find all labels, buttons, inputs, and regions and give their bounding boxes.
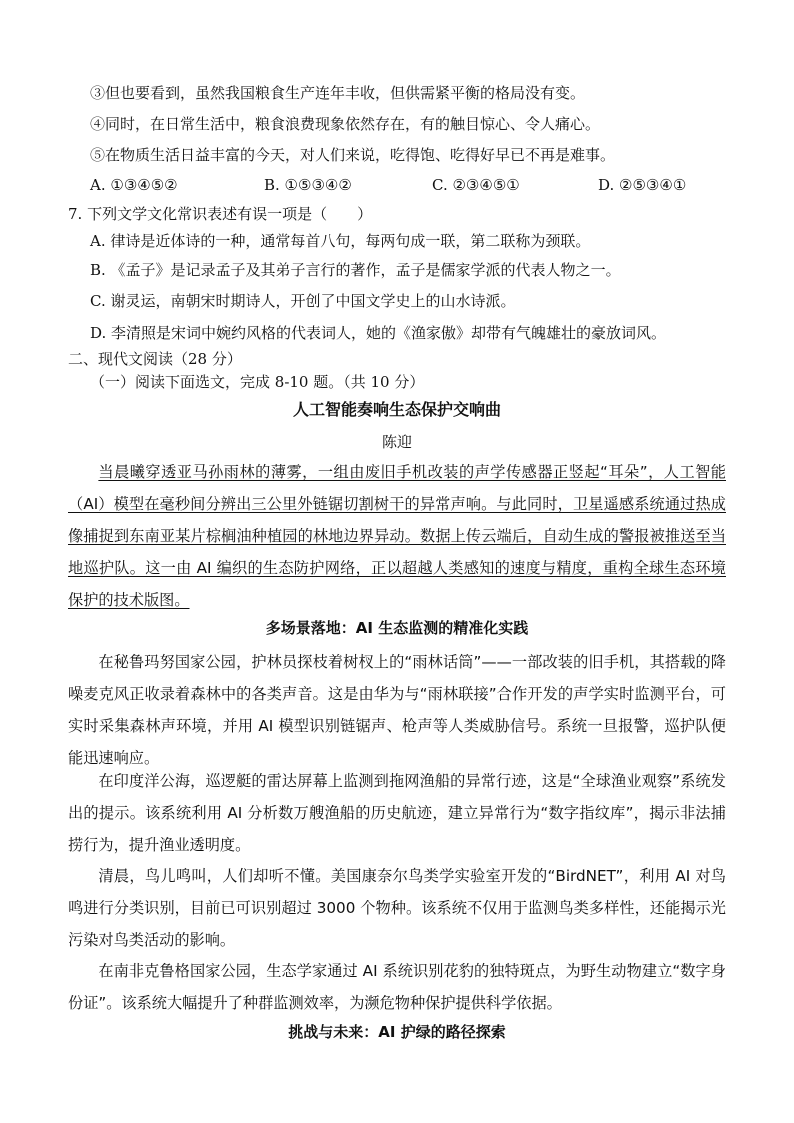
q7-option-d: D. 李清照是宋词中婉约风格的代表词人，她的《渔家傲》却带有气魄雄壮的豪放词风。 bbox=[90, 324, 667, 342]
q7-option-c: C. 谢灵运，南朝宋时期诗人，开创了中国文学史上的山水诗派。 bbox=[90, 292, 516, 310]
q6-item-5: ⑤在物质生活日益丰富的今天，对人们来说，吃得饱、吃得好早已不再是难事。 bbox=[90, 146, 616, 164]
q6-option-d: D. ②⑤③④① bbox=[598, 176, 687, 194]
article-paragraph: 在印度洋公海，巡逻艇的雷达屏幕上监测到拖网渔船的异常行迹，这是“全球渔业观察”系统发出的提示。该系统利用 AI 分析数万艘渔船的历史航迹，建立异常行为“数字指纹库”，揭示非法捕捞行为，提升渔业透明度。 bbox=[68, 772, 726, 854]
article-title: 人工智能奏响生态保护交响曲 bbox=[292, 400, 501, 419]
q6-option-c: C. ②③④⑤① bbox=[432, 176, 520, 194]
article-author: 陈迎 bbox=[381, 433, 412, 451]
section-heading: 二、现代文阅读（28 分） bbox=[68, 350, 242, 368]
article-intro-paragraph bbox=[68, 456, 726, 616]
article-paragraph: 在南非克鲁格国家公园，生态学家通过 AI 系统识别花豹的独特斑点，为野生动物建立“数字身份证”。该系统大幅提升了种群监测效率，为濒危物种保护提供科学依据。 bbox=[68, 962, 726, 1012]
article-subheading-1: 多场景落地：AI 生态监测的精准化实践 bbox=[265, 619, 529, 637]
q7-stem: 7. 下列文学文化常识表述有误一项是（ ） bbox=[68, 205, 373, 223]
q6-option-b: B. ①⑤③④② bbox=[264, 176, 352, 194]
article-paragraph: 在秘鲁玛努国家公园，护林员探枝着树杈上的“雨林话筒”——一部改装的旧手机，其搭载的降噪麦克风正收录着森林中的各类声音。这是由华为与“雨林联接”合作开发的声学实时监测平台，可实时采集森林声环境，并用 AI 模型识别链锯声、枪声等人类威胁信号。系统一旦报警，巡护队便能迅速响应。 bbox=[68, 653, 726, 767]
article-paragraph: 清晨，鸟儿鸣叫，人们却听不懂。美国康奈尔鸟类学实验室开发的“BirdNET”，利用 AI 对鸟鸣进行分类识别，目前已可识别超过 3000 个物种。该系统不仅用于监测鸟类多样性，还能揭示光污染对鸟类活动的影响。 bbox=[68, 867, 726, 949]
q6-option-a: A. ①③④⑤② bbox=[90, 176, 178, 194]
section-sub-heading: （一）阅读下面选文，完成 8-10 题。（共 10 分） bbox=[90, 373, 425, 391]
q6-item-3: ③但也要看到，虽然我国粮食生产连年丰收，但供需紧平衡的格局没有变。 bbox=[90, 84, 586, 102]
q7-option-b: B. 《孟子》是记录孟子及其弟子言行的著作，孟子是儒家学派的代表人物之一。 bbox=[90, 261, 621, 279]
underlined-passage: 当晨曦穿透亚马孙雨林的薄雾，一组由废旧手机改装的声学传感器正竖起“耳朵”，人工智能（AI）模型在毫秒间分辨出三公里外链锯切割树干的异常声响。与此同时，卫星遥感系统通过热成像捕捉到东南亚某片棕榈油种植园的林地边界异动。数据上传云端后，自动生成的警报被推送至当地巡护队。这一由 AI 编织的生态防护网络，正以超越人类感知的速度与精度，重构全球生态环境保护的技术版图。 bbox=[68, 463, 726, 609]
q7-option-a: A. 律诗是近体诗的一种，通常每首八句，每两句成一联，第二联称为颈联。 bbox=[90, 232, 591, 250]
q6-item-4: ④同时，在日常生活中，粮食浪费现象依然存在，有的触目惊心、令人痛心。 bbox=[90, 115, 601, 133]
article-subheading-2: 挑战与未来：AI 护绿的路径探索 bbox=[288, 1023, 506, 1041]
